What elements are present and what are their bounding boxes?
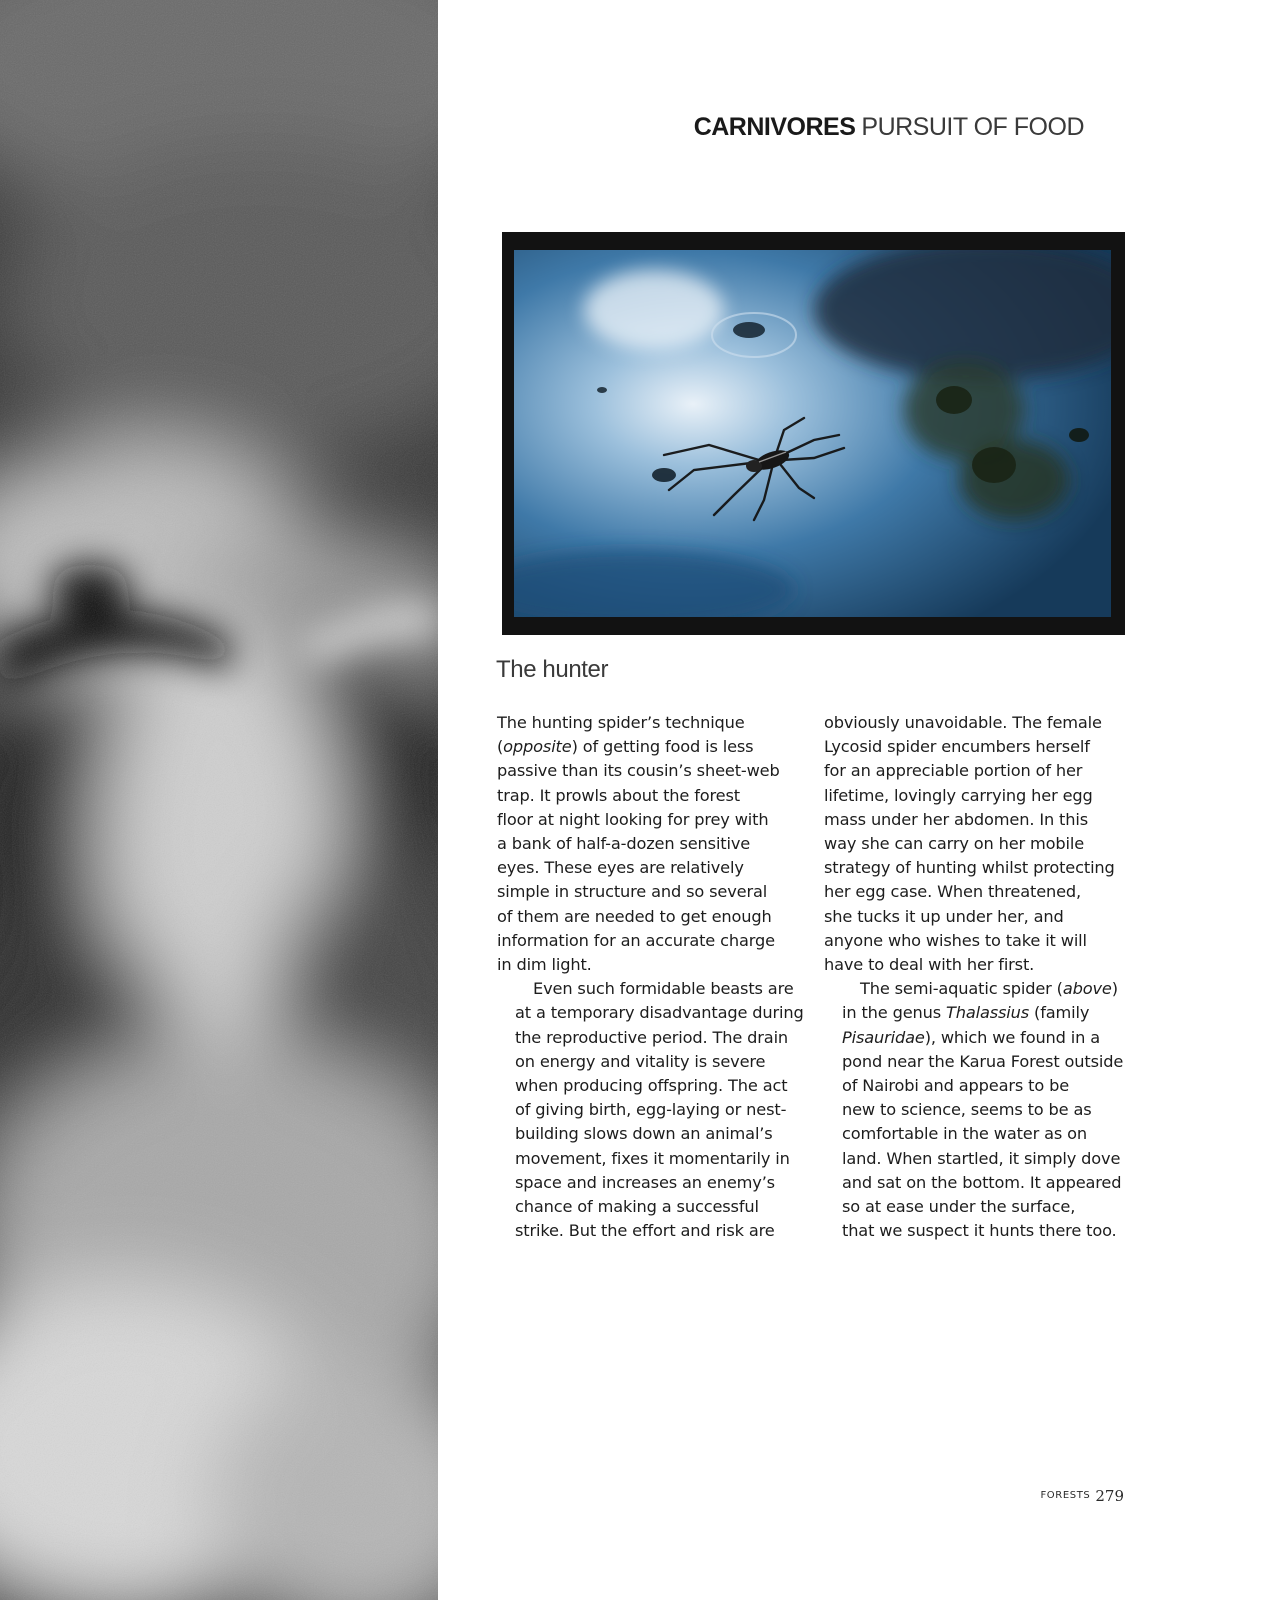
italic-term: Thalassius (946, 1003, 1030, 1023)
text-line: a bank of half-a-dozen sensitive (497, 834, 751, 854)
text-line: building slows down an animal’s (515, 1124, 773, 1144)
text-line: strike. But the effort and risk are (515, 1221, 775, 1241)
paragraph (497, 977, 804, 1243)
running-header (500, 112, 1084, 142)
text-line: information for an accurate charge (497, 930, 775, 950)
text-line: when producing offspring. The act (515, 1076, 788, 1096)
text-line: Even such formidable beasts are (533, 979, 794, 999)
section-subtitle: PURSUIT OF FOOD (861, 113, 1084, 141)
text-line: on energy and vitality is severe (515, 1051, 766, 1071)
article-heading: The hunter (496, 656, 609, 683)
text-line: the reproductive period. The drain (515, 1027, 789, 1047)
text-line: have to deal with her first. (824, 955, 1035, 975)
folio-label: FORESTS (1040, 1490, 1091, 1501)
text-line: anyone who wishes to take it will (824, 930, 1087, 950)
page-number: 279 (1095, 1486, 1124, 1505)
text-line: chance of making a successful (515, 1197, 759, 1217)
italic-term: Pisauridae (842, 1027, 925, 1047)
text-line: mass under her abdomen. In this (824, 809, 1088, 829)
text-line: for an appreciable portion of her (824, 761, 1083, 781)
body-column-2 (824, 711, 1126, 1243)
text-line: movement, fixes it momentarily in (515, 1148, 790, 1168)
text-line: floor at night looking for prey with (497, 809, 769, 829)
text-line: she tucks it up under her, and (824, 906, 1064, 926)
text-line: at a temporary disadvantage during (515, 1003, 804, 1023)
paragraph (497, 711, 799, 977)
italic-term: above (1062, 979, 1112, 999)
text-line: (opposite) of getting food is less (497, 737, 754, 757)
text-line: Pisauridae), which we found in a (842, 1027, 1101, 1047)
text-line: of them are needed to get enough (497, 906, 772, 926)
text-line: strategy of hunting whilst protecting (824, 858, 1115, 878)
text-line: of giving birth, egg-laying or nest- (515, 1100, 787, 1120)
text-line: trap. It prowls about the forest (497, 785, 740, 805)
text-line: that we suspect it hunts there too. (842, 1221, 1117, 1241)
text-line: The hunting spider’s technique (497, 713, 745, 732)
text-line: comfortable in the water as on (842, 1124, 1088, 1144)
folio (1000, 1485, 1124, 1505)
section-title: CARNIVORES (693, 113, 856, 141)
water-spider-photo (514, 250, 1111, 617)
body-column-1 (497, 711, 804, 1243)
text-line: in dim light. (497, 955, 592, 975)
text-line: new to science, seems to be as (842, 1100, 1092, 1120)
text-line: way she can carry on her mobile (824, 834, 1085, 854)
text-line: lifetime, lovingly carrying her egg (824, 785, 1093, 805)
italic-term: opposite (503, 737, 572, 757)
text-line: eyes. These eyes are relatively (497, 858, 744, 878)
left-spider-photo (0, 0, 438, 1600)
paragraph (824, 977, 1126, 1243)
text-line: Lycosid spider encumbers herself (824, 737, 1090, 757)
text-line: so at ease under the surface, (842, 1197, 1076, 1217)
text-line: pond near the Karua Forest outside (842, 1051, 1124, 1071)
text-line: obviously unavoidable. The female (824, 713, 1102, 732)
text-line: in the genus Thalassius (family (842, 1003, 1090, 1023)
text-line: of Nairobi and appears to be (842, 1076, 1070, 1096)
text-line: her egg case. When threatened, (824, 882, 1082, 902)
text-line: land. When startled, it simply dove (842, 1148, 1121, 1168)
paragraph (824, 711, 1126, 977)
text-line: simple in structure and so several (497, 882, 768, 902)
text-line: space and increases an enemy’s (515, 1172, 775, 1192)
text-line: The semi-aquatic spider (above) (860, 979, 1118, 999)
water-spider-photo-frame (502, 232, 1125, 635)
text-line: and sat on the bottom. It appeared (842, 1172, 1122, 1192)
text-line: passive than its cousin’s sheet-web (497, 761, 780, 781)
